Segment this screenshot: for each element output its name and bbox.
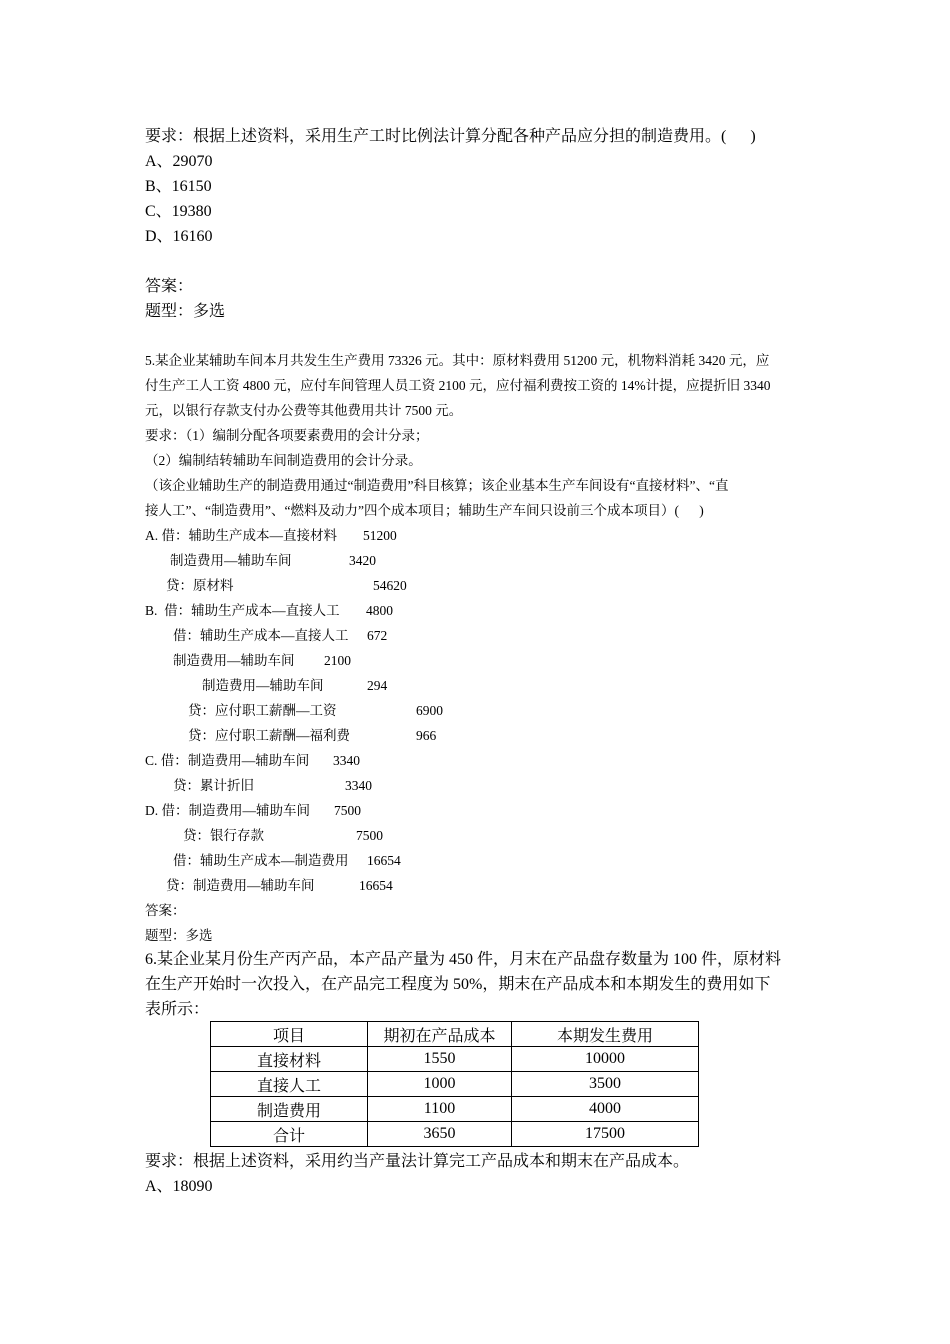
entry-c-text: C. 借：制造费用—辅助车间 (145, 753, 310, 768)
table-header-cell: 期初在产品成本 (368, 1022, 512, 1047)
table-cell: 直接材料 (211, 1047, 368, 1072)
q5-stem-line: 付生产工人工资 4800 元，应付车间管理人员工资 2100 元，应付福利费按工资的 14%计提，应提折旧 3340 (145, 378, 771, 393)
entry-amount: 16654 (359, 878, 393, 893)
table-cell: 制造费用 (211, 1097, 368, 1122)
q6-option-a: A、18090 (145, 1178, 213, 1195)
entry-amount: 294 (367, 678, 388, 693)
table-cell: 4000 (512, 1097, 699, 1122)
q4-option-a: A、29070 (145, 153, 213, 170)
q6-stem-line: 表所示： (145, 1001, 210, 1018)
table-row (211, 1097, 699, 1122)
q5-answer-label: 答案： (145, 903, 186, 918)
entry-amount: 2100 (324, 653, 351, 668)
q4-option-c: C、19380 (145, 203, 212, 220)
q5-requirement-2: （2）编制结转辅助车间制造费用的会计分录。 (145, 453, 422, 468)
table-header-cell: 项目 (211, 1022, 368, 1047)
table-row (211, 1072, 699, 1097)
q4-answer-label: 答案： (145, 278, 194, 295)
entry-text: 贷：累计折旧 (173, 778, 254, 793)
table-header-row (211, 1022, 699, 1047)
q5-type-label: 题型：多选 (145, 928, 213, 943)
table-cell: 10000 (512, 1047, 699, 1072)
q6-requirement: 要求：根据上述资料，采用约当产量法计算完工产品成本和期末在产品成本。 (145, 1153, 690, 1170)
q5-note-line: （该企业辅助生产的制造费用通过“制造费用”科目核算；该企业基本生产车间设有“直接材料”、“直 (145, 478, 729, 493)
q4-option-d: D、16160 (145, 228, 213, 245)
entry-text: 贷：应付职工薪酬—福利费 (188, 728, 350, 743)
q4-type-label: 题型：多选 (145, 303, 226, 320)
entry-d-text: D. 借：制造费用—辅助车间 (145, 803, 310, 818)
cost-table (210, 1021, 699, 1147)
entry-a-amount: 51200 (363, 528, 397, 543)
q6-stem-line: 在生产开始时一次投入，在产品完工程度为 50%，期末在产品成本和本期发生的费用如下 (145, 976, 771, 993)
entry-amount: 6900 (416, 703, 443, 718)
entry-amount: 672 (367, 628, 388, 643)
table-cell: 1100 (368, 1097, 512, 1122)
table-cell: 1550 (368, 1047, 512, 1072)
entry-text: 制造费用—辅助车间 (173, 653, 295, 668)
q5-stem-line: 5.某企业某辅助车间本月共发生生产费用 73326 元。其中：原材料费用 51200 元，机物料消耗 3420 元，应 (145, 353, 770, 368)
table-cell: 17500 (512, 1122, 699, 1147)
table-cell: 3650 (368, 1122, 512, 1147)
table-cell: 直接人工 (211, 1072, 368, 1097)
table-row (211, 1122, 699, 1147)
q5-note-line: 接人工”、“制造费用”、“燃料及动力”四个成本项目；辅助生产车间只设前三个成本项目）( ) (145, 503, 704, 518)
table-cell: 1000 (368, 1072, 512, 1097)
entry-text: 借：辅助生产成本—制造费用 (173, 853, 349, 868)
entry-d-amount: 7500 (334, 803, 361, 818)
q6-stem-line: 6.某企业某月份生产丙产品，本产品产量为 450 件，月末在产品盘存数量为 100 件，原材料 (145, 951, 782, 968)
entry-b-amount: 4800 (366, 603, 393, 618)
entry-text: 贷：制造费用—辅助车间 (166, 878, 315, 893)
entry-text: 贷：原材料 (166, 578, 234, 593)
entry-text: 借：辅助生产成本—直接人工 (173, 628, 349, 643)
table-cell: 3500 (512, 1072, 699, 1097)
entry-a-text: A. 借：辅助生产成本—直接材料 (145, 528, 337, 543)
entry-amount: 966 (416, 728, 437, 743)
entry-amount: 3420 (349, 553, 376, 568)
entry-amount: 3340 (345, 778, 372, 793)
entry-text: 制造费用—辅助车间 (170, 553, 292, 568)
table-header-cell: 本期发生费用 (512, 1022, 699, 1047)
entry-amount: 7500 (356, 828, 383, 843)
table-row (211, 1047, 699, 1072)
entry-text: 贷：银行存款 (183, 828, 264, 843)
table-cell: 合计 (211, 1122, 368, 1147)
entry-text: 贷：应付职工薪酬—工资 (188, 703, 337, 718)
q4-requirement: 要求：根据上述资料，采用生产工时比例法计算分配各种产品应分担的制造费用。( ) (145, 128, 756, 145)
entry-b-text: B. 借：辅助生产成本—直接人工 (145, 603, 340, 618)
entry-amount: 54620 (373, 578, 407, 593)
q4-option-b: B、16150 (145, 178, 212, 195)
entry-c-amount: 3340 (333, 753, 360, 768)
entry-text: 制造费用—辅助车间 (202, 678, 324, 693)
q5-requirement-1: 要求：（1）编制分配各项要素费用的会计分录； (145, 428, 429, 443)
entry-amount: 16654 (367, 853, 401, 868)
q5-stem-line: 元，以银行存款支付办公费等其他费用共计 7500 元。 (145, 403, 463, 418)
